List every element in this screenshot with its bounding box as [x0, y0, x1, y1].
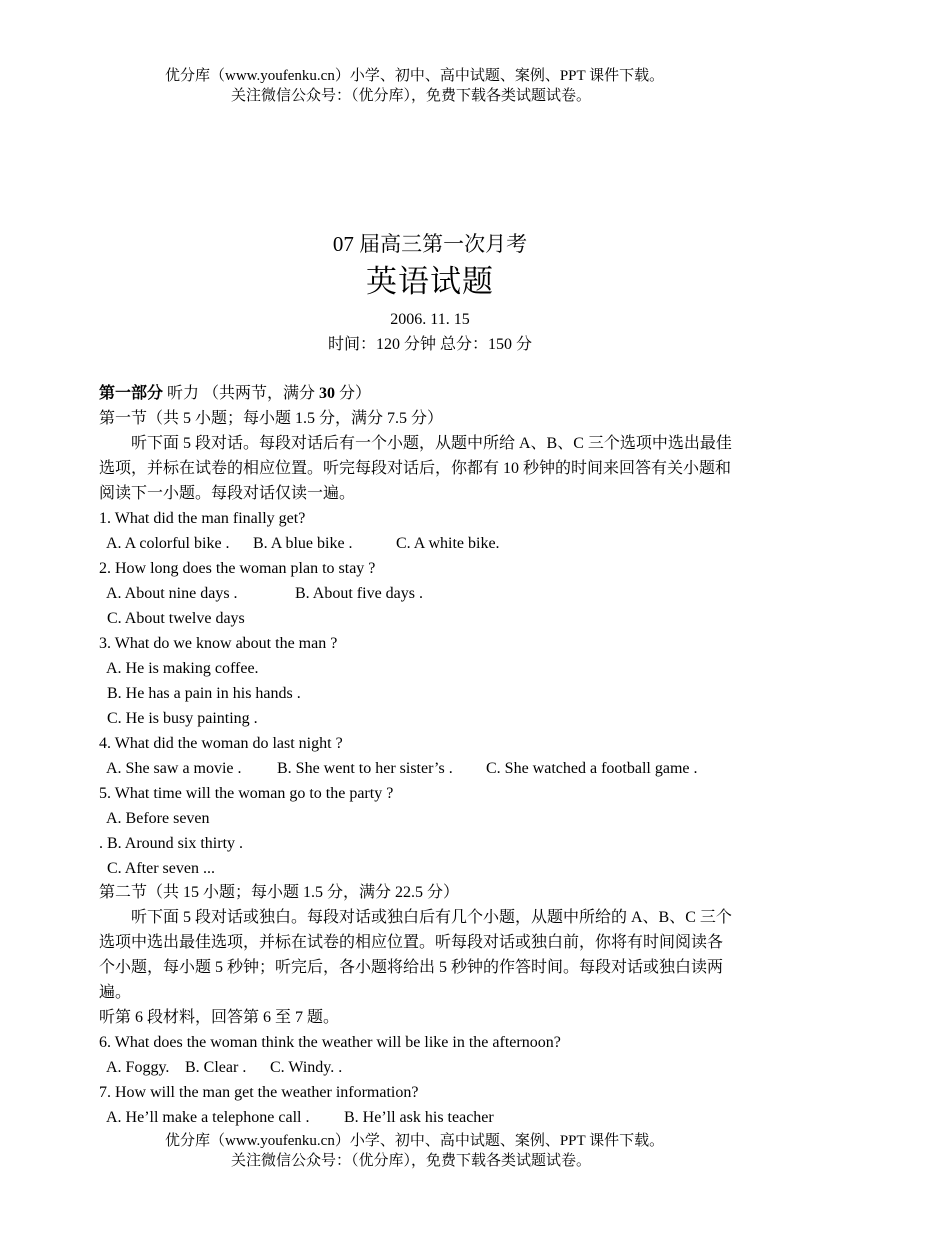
q4-option-c: C. She watched a football game . [486, 760, 698, 777]
q6-option-c: C. Windy. . [270, 1059, 343, 1076]
q2-option-a: A. About nine days . [106, 585, 238, 602]
section2-instr-3: 个小题，每小题 5 秒钟；听完后，各小题将给出 5 秒钟的作答时间。每段对话或独白读两 [99, 959, 724, 976]
q7-option-b: B. He’ll ask his teacher [344, 1109, 494, 1126]
subject-title: 英语试题 [366, 264, 494, 300]
q6-option-a: A. Foggy. [106, 1059, 170, 1076]
q1-option-a: A. A colorful bike . [106, 535, 230, 552]
section2-instr-4: 遍。 [99, 984, 132, 1001]
q4-option-a: A. She saw a movie . [106, 760, 242, 777]
section1-title: 第一节（共 5 小题；每小题 1.5 分，满分 7.5 分） [99, 410, 444, 427]
footer-line-1: 优分库（www.youfenku.cn）小学、初中、高中试题、案例、PPT 课件下载。 [165, 1133, 665, 1149]
part1-heading-end: 分） [335, 385, 372, 402]
q5-option-a: A. Before seven [106, 810, 210, 827]
q1-text: 1. What did the man finally get? [99, 510, 306, 527]
section1-instr-1: 听下面 5 段对话。每段对话后有一个小题，从题中所给 A、B、C 三个选项中选出最佳 [131, 435, 732, 452]
q7-text: 7. How will the man get the weather information? [99, 1084, 419, 1101]
part1-heading-rest: 听力 （共两节，满分 [163, 385, 320, 402]
q2-option-b: B. About five days . [295, 585, 423, 602]
time-score: 时间：120 分钟 总分：150 分 [327, 336, 532, 353]
q1-option-c: C. A white bike. [396, 535, 500, 552]
q5-option-c: C. After seven ... [107, 860, 215, 877]
q5-text: 5. What time will the woman go to the party ? [99, 785, 394, 802]
section1-instr-3: 阅读下一小题。每段对话仅读一遍。 [99, 485, 356, 502]
q6-option-b: B. Clear . [185, 1059, 247, 1076]
part1-heading-bold: 第一部分 [99, 385, 164, 402]
q7-option-a: A. He’ll make a telephone call . [106, 1109, 310, 1126]
section1-instr-2: 选项，并标在试卷的相应位置。听完每段对话后，你都有 10 秒钟的时间来回答有关小题和 [99, 460, 732, 477]
footer-line-2: 关注微信公众号：（优分库），免费下载各类试题试卷。 [231, 1153, 592, 1169]
q3-text: 3. What do we know about the man ? [99, 635, 338, 652]
section2-instr-2: 选项中选出最佳选项，并标在试卷的相应位置。听每段对话或独白前，你将有时间阅读各 [99, 934, 724, 951]
section2-instr-1: 听下面 5 段对话或独白。每段对话或独白后有几个小题，从题中所给的 A、B、C 三个 [131, 909, 732, 926]
q6-text: 6. What does the woman think the weather will be like in the afternoon? [99, 1034, 561, 1051]
header-line-2: 关注微信公众号：（优分库），免费下载各类试题试卷。 [231, 88, 592, 104]
material-6-label: 听第 6 段材料，回答第 6 至 7 题。 [99, 1009, 340, 1026]
q4-option-b: B. She went to her sister’s . [277, 760, 453, 777]
q5-option-b: . B. Around six thirty . [99, 835, 244, 852]
exam-date: 2006. 11. 15 [390, 311, 470, 328]
q1-option-b: B. A blue bike . [253, 535, 353, 552]
q3-option-b: B. He has a pain in his hands . [107, 685, 301, 702]
q4-text: 4. What did the woman do last night ? [99, 735, 343, 752]
part1-heading [99, 381, 371, 406]
exam-title: 07 届高三第一次月考 [332, 232, 528, 256]
part1-heading-score: 30 [319, 385, 336, 402]
q2-option-c: C. About twelve days [107, 610, 245, 627]
q3-option-a: A. He is making coffee. [106, 660, 259, 677]
q2-text: 2. How long does the woman plan to stay ? [99, 560, 376, 577]
header-line-1: 优分库（www.youfenku.cn）小学、初中、高中试题、案例、PPT 课件下载。 [165, 68, 665, 84]
q3-option-c: C. He is busy painting . [107, 710, 258, 727]
section2-title: 第二节（共 15 小题；每小题 1.5 分，满分 22.5 分） [99, 884, 460, 901]
